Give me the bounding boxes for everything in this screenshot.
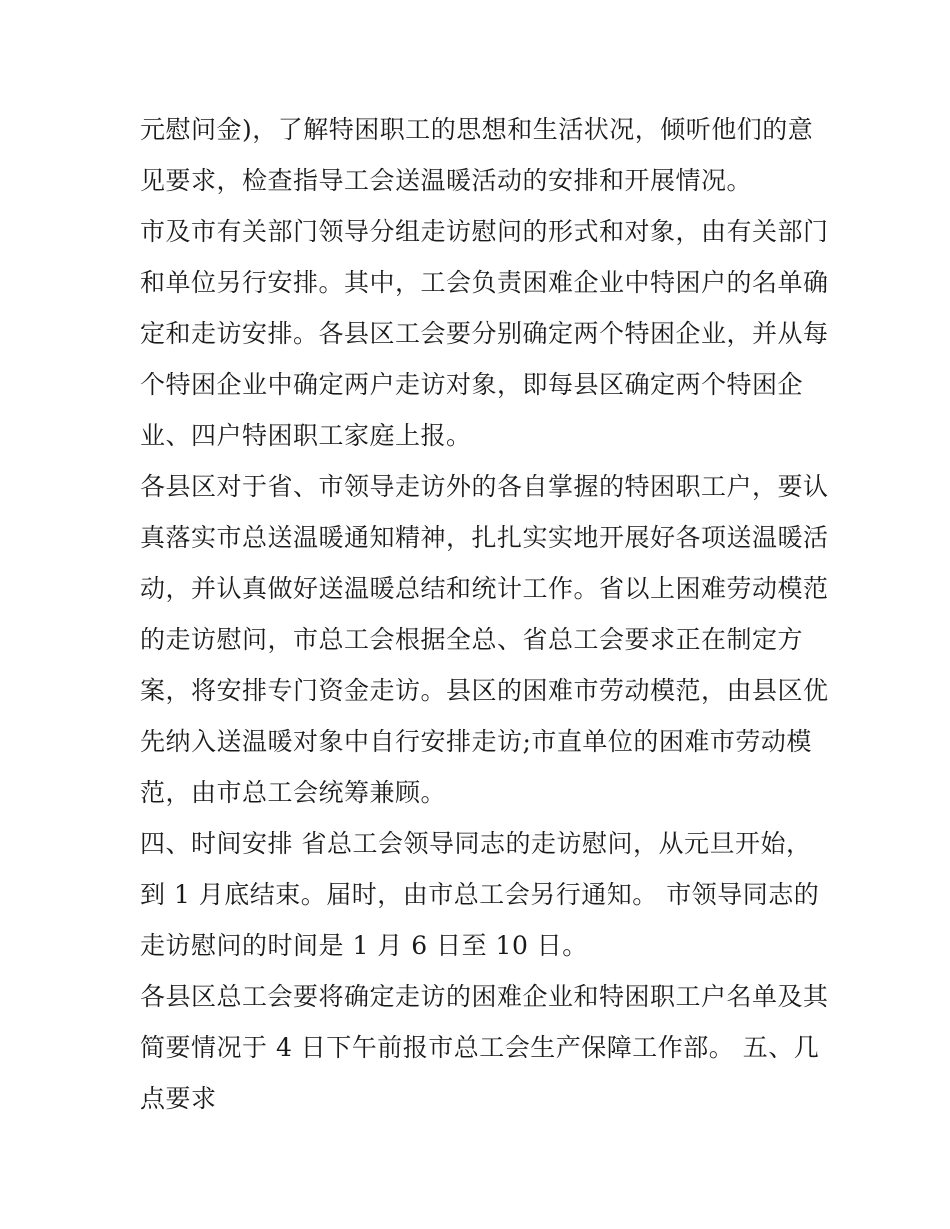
paragraph-4 <box>140 818 820 971</box>
text-line: 走访慰问的时间是 1 月 6 日至 10 日。 <box>140 931 588 960</box>
text-line: 业、四户特困职工家庭上报。 <box>140 421 472 450</box>
text-line: 的走访慰问，市总工会根据全总、省总工会要求正在制定方 <box>140 625 804 654</box>
text-line: 案，将安排专门资金走访。县区的困难市劳动模范，由县区优 <box>140 676 829 705</box>
text-line: 到 1 月底结束。届时，由市总工会另行通知。 市领导同志的 <box>140 880 820 909</box>
paragraph-1 <box>140 104 820 206</box>
text-line: 定和走访安排。各县区工会要分别确定两个特困企业，并从每 <box>140 319 829 348</box>
text-line: 各县区对于省、市领导走访外的各自掌握的特困职工户，要认 <box>140 472 829 501</box>
text-line: 点要求 <box>140 1084 217 1113</box>
text-line: 简要情况于 4 日下午前报市总工会生产保障工作部。 五、几 <box>140 1033 820 1062</box>
paragraph-5 <box>140 971 829 1124</box>
paragraph-2 <box>140 206 829 461</box>
text-line: 市及市有关部门领导分组走访慰问的形式和对象，由有关部门 <box>140 217 829 246</box>
text-line: 动，并认真做好送温暖总结和统计工作。省以上困难劳动模范 <box>140 574 829 603</box>
text-line: 范，由市总工会统筹兼顾。 <box>140 778 447 807</box>
text-line: 个特困企业中确定两户走访对象，即每县区确定两个特困企 <box>140 370 804 399</box>
paragraph-3 <box>140 461 829 818</box>
text-line: 和单位另行安排。其中，工会负责困难企业中特困户的名单确 <box>140 268 829 297</box>
text-line: 先纳入送温暖对象中自行安排走访;市直单位的困难市劳动模 <box>140 727 812 756</box>
document-body <box>140 104 829 1124</box>
text-line: 四、时间安排 省总工会领导同志的走访慰问，从元旦开始， <box>140 829 812 858</box>
text-line: 元慰问金)，了解特困职工的思想和生活状况，倾听他们的意 <box>140 115 814 144</box>
text-line: 见要求，检查指导工会送温暖活动的安排和开展情况。 <box>140 166 753 195</box>
text-line: 各县区总工会要将确定走访的困难企业和特困职工户名单及其 <box>140 982 829 1011</box>
text-line: 真落实市总送温暖通知精神，扎扎实实地开展好各项送温暖活 <box>140 523 829 552</box>
